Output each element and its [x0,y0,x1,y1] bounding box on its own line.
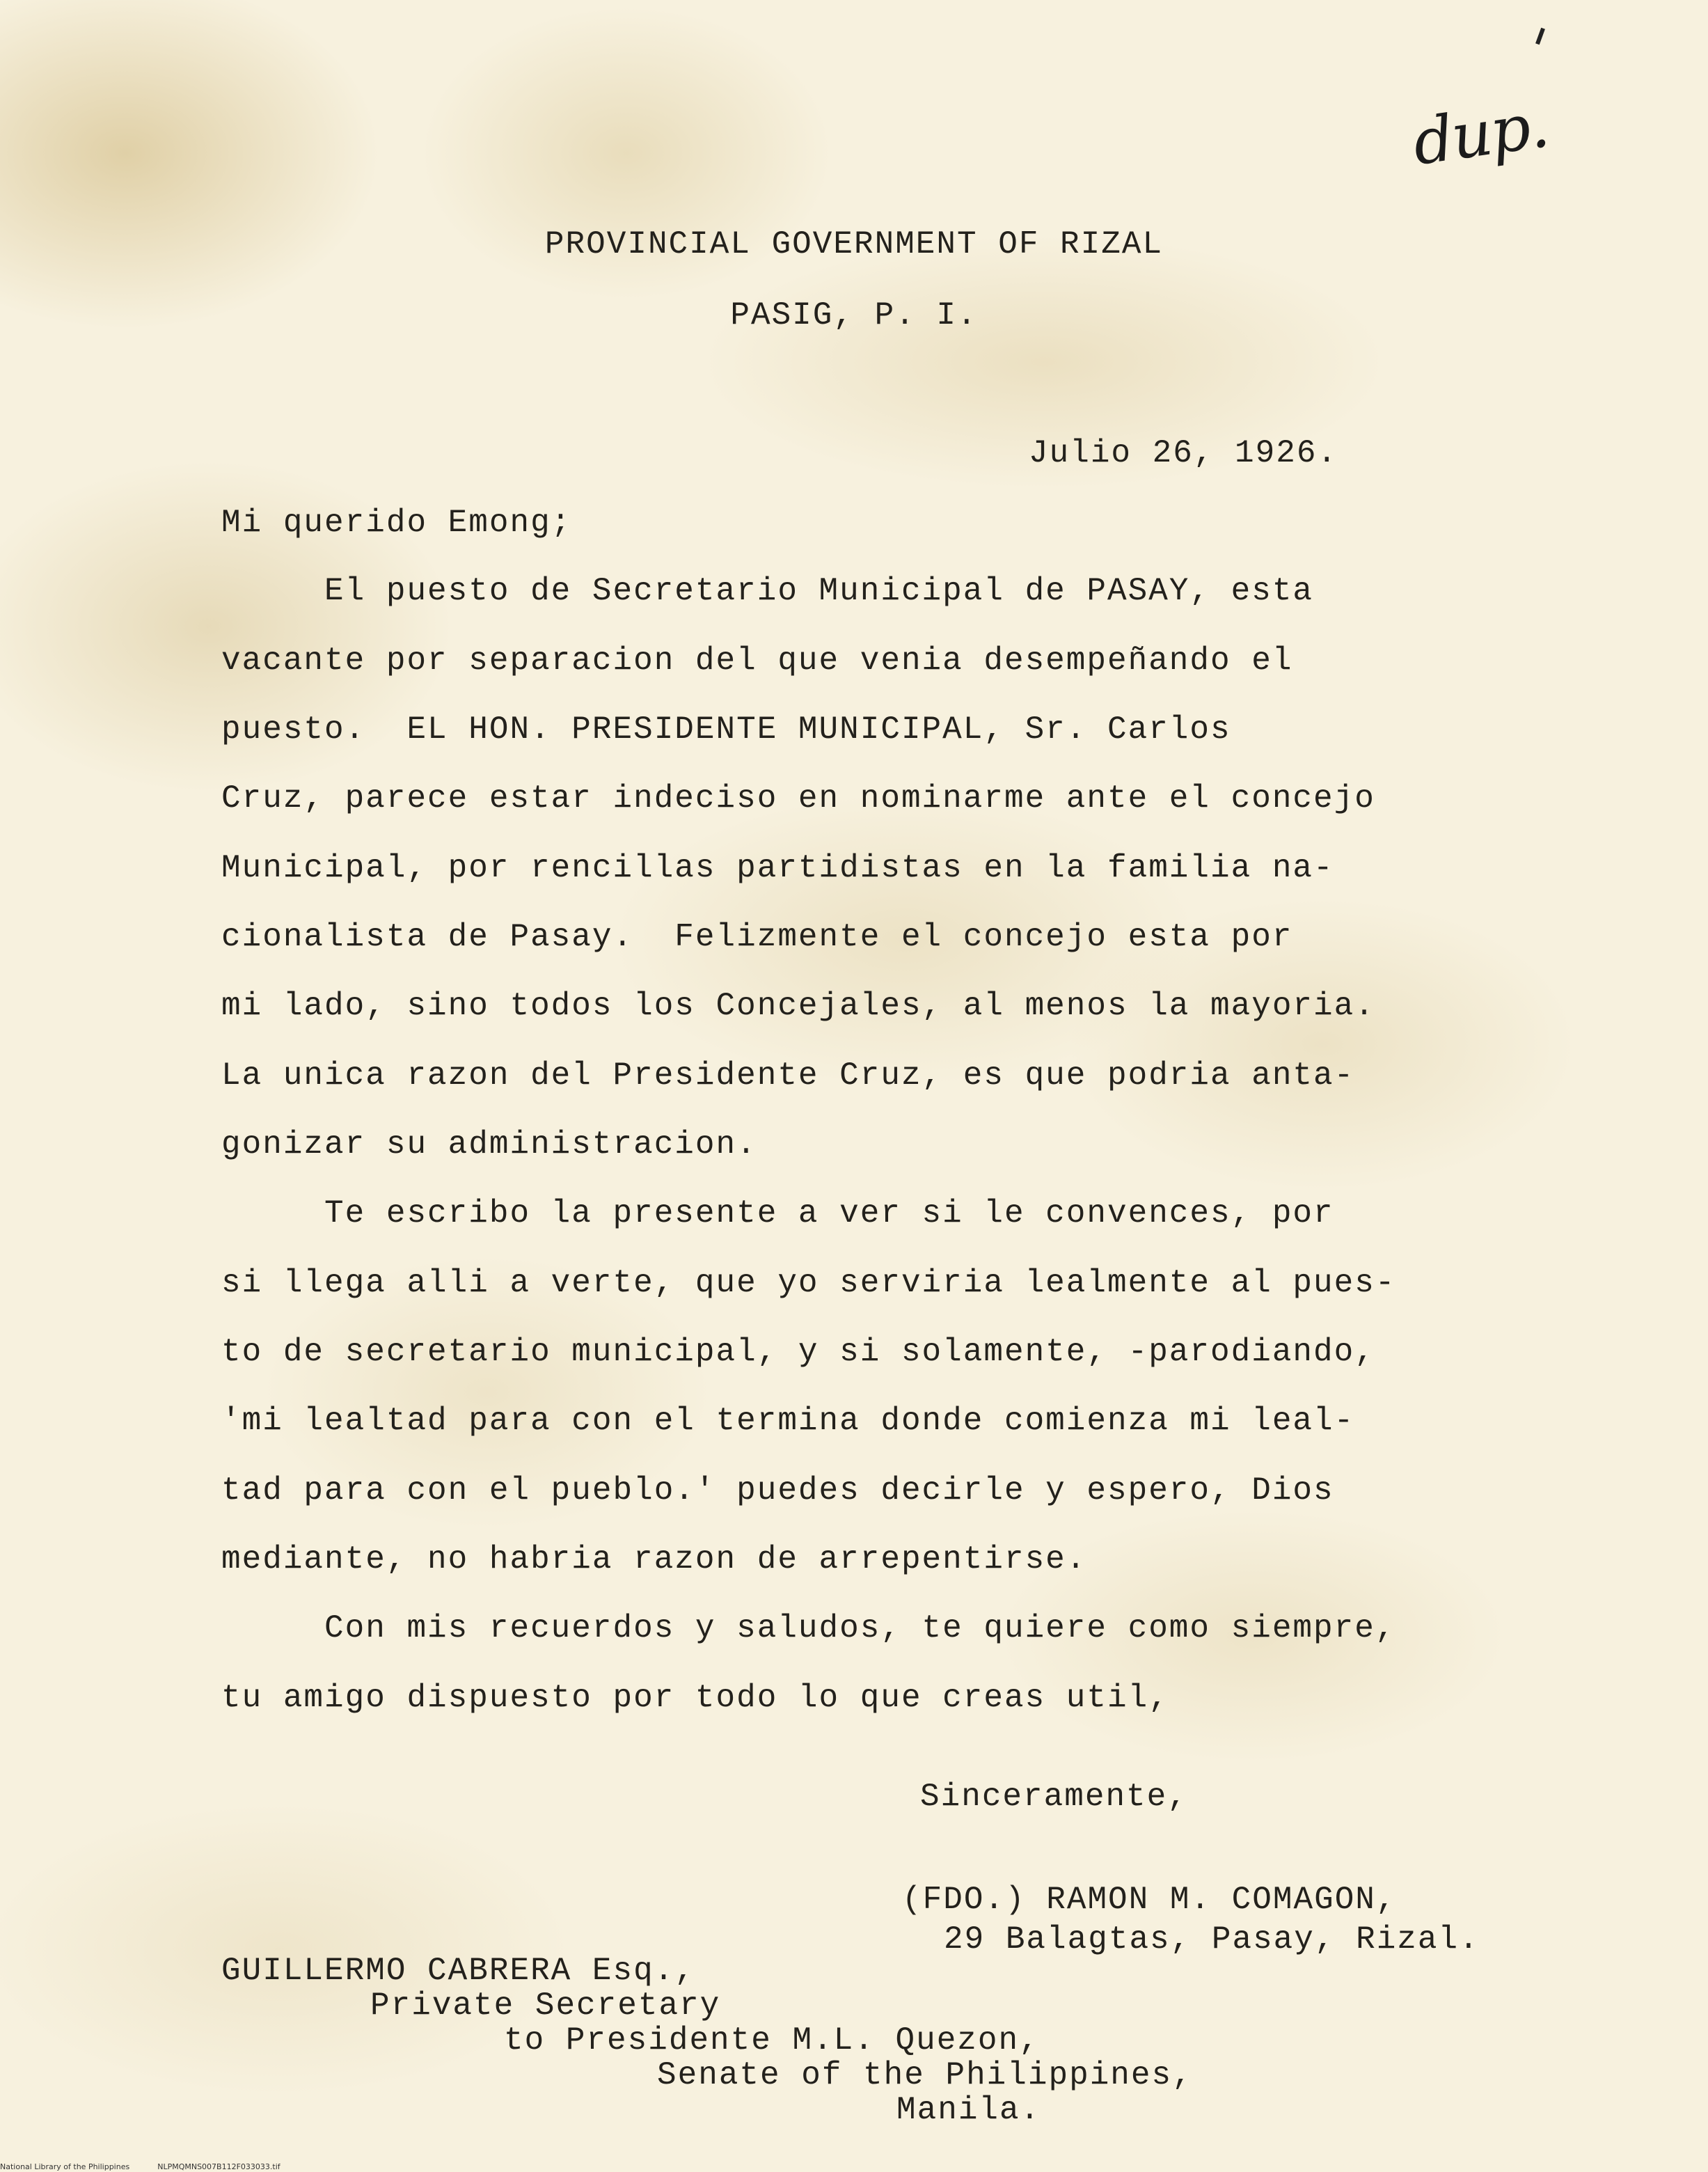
body-line: Municipal, por rencillas partidistas en la familia na- [221,850,1334,886]
letterhead-line-1: PROVINCIAL GOVERNMENT OF RIZAL [544,226,1164,262]
body-line: La unica razon del Presidente Cruz, es que podria anta- [221,1057,1355,1094]
footer-file: NLPMQMNS007B112F033033.tif [157,2162,280,2171]
body-line: 'mi lealtad para con el termina donde comienza mi leal- [221,1403,1355,1439]
body-line: cionalista de Pasay. Felizmente el concejo esta por [221,919,1293,955]
signature-address: 29 Balagtas, Pasay, Rizal. [944,1921,1480,1958]
body-line: gonizar su administracion. [221,1126,757,1163]
footer-source: National Library of the Philippines [0,2162,130,2171]
recipient-city: Manila. [896,2092,1041,2128]
body-line: vacante por separacion del que venia desempeñando el [221,643,1293,679]
body-line: Cruz, parece estar indeciso en nominarme ante el concejo [221,780,1375,817]
body-line: Te escribo la presente a ver si le convences, por [221,1195,1334,1231]
recipient-name: GUILLERMO CABRERA Esq., [221,1953,695,1989]
body-line: Con mis recuerdos y saludos, te quiere como siempre, [221,1610,1396,1646]
body-line: puesto. EL HON. PRESIDENTE MUNICIPAL, Sr. Carlos [221,711,1231,748]
body-line: tad para con el pueblo.' puedes decirle y espero, Dios [221,1472,1334,1509]
recipient-title: Private Secretary [370,1988,721,2024]
handwritten-annotation: dup. [1408,88,1553,180]
body-line: to de secretario municipal, y si solamente, -parodiando, [221,1334,1375,1370]
letterhead-line-2: PASIG, P. I. [730,297,978,333]
signature-name: (FDO.) RAMON M. COMAGON, [902,1882,1397,1918]
salutation: Mi querido Emong; [221,505,572,541]
recipient-employer: to Presidente M.L. Quezon, [504,2022,1040,2059]
closing: Sinceramente, [920,1779,1188,1815]
body-line: El puesto de Secretario Municipal de PASAY, esta [221,573,1314,609]
scan-footer [0,2162,308,2171]
body-line: tu amigo dispuesto por todo lo que creas util, [221,1680,1169,1716]
body-line: mediante, no habria razon de arrepentirse. [221,1541,1087,1577]
body-line: mi lado, sino todos los Concejales, al menos la mayoria. [221,988,1375,1024]
body-line: si llega alli a verte, que yo serviria lealmente al pues- [221,1265,1396,1301]
letter-date: Julio 26, 1926. [1029,435,1338,471]
recipient-office: Senate of the Philippines, [657,2057,1193,2093]
